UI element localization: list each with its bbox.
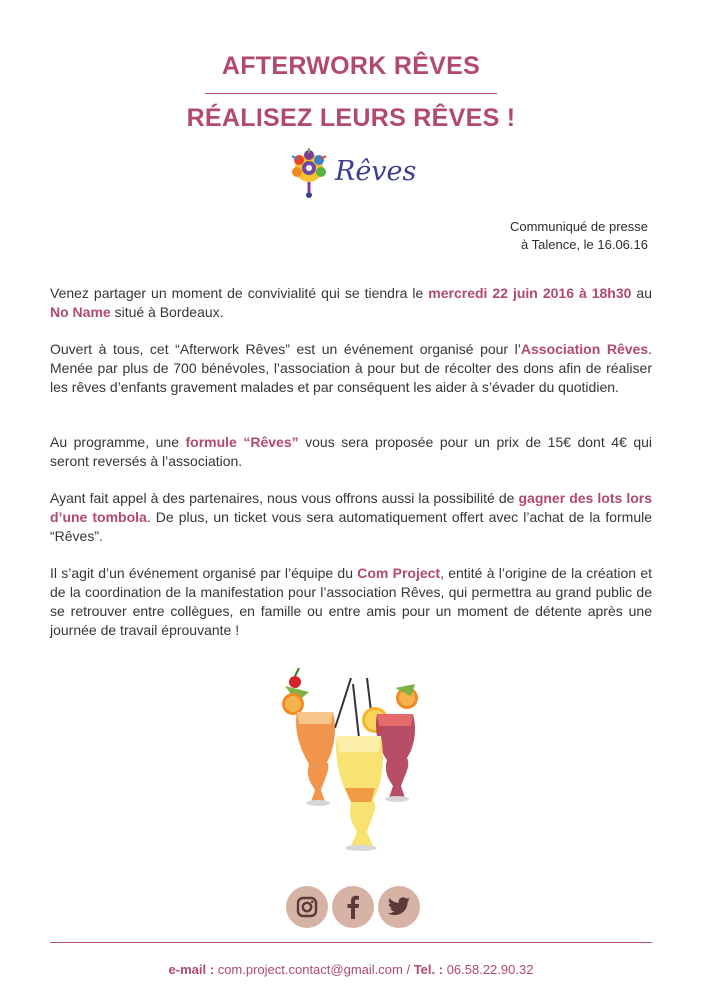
phone-number[interactable]: 06.58.22.90.32 <box>446 962 534 977</box>
cocktails-illustration <box>275 668 435 853</box>
text: au <box>631 285 652 301</box>
association-name: Association Rêves <box>520 341 649 357</box>
press-date: à Talence, le 16.06.16 <box>521 237 648 252</box>
text: Venez partager un moment de convivialité qui se tiendra le <box>50 285 429 301</box>
paragraph-association <box>50 340 652 397</box>
instagram-button[interactable] <box>286 886 328 928</box>
tel-label: Tel. : <box>413 962 444 977</box>
logo-text: Rêves <box>335 156 417 187</box>
text: Ayant fait appel à des partenaires, nous vous offrons aussi la possibilité de <box>50 490 519 506</box>
press-release-info <box>510 218 648 254</box>
paragraph-organizer <box>50 564 652 640</box>
text: vous sera proposée pour un prix de 15€ dont 4€ qui seront reversés à l’association. <box>50 434 653 469</box>
footer-separator: / <box>402 962 414 977</box>
paragraph-programme <box>50 433 652 471</box>
text: Il s’agit d’un événement organisé par l’équipe du <box>50 565 358 581</box>
title-divider <box>205 93 497 94</box>
reves-logo <box>287 148 417 200</box>
page-subtitle: RÉALISEZ LEURS RÊVES ! <box>186 104 516 132</box>
tombola-highlight: gagner des lots lors d’une tombola <box>50 490 652 525</box>
paragraph-tombola <box>50 489 652 546</box>
twitter-icon <box>387 897 411 917</box>
instagram-icon <box>296 896 318 918</box>
text: Au programme, une <box>50 434 186 450</box>
text: . De plus, un ticket vous sera automatiquement offert avec l’achat de la formule “Rêves”. <box>50 509 653 544</box>
formula-name: formule “Rêves” <box>185 434 299 450</box>
event-date: mercredi 22 juin 2016 à 18h30 <box>428 285 632 301</box>
facebook-icon <box>342 895 364 919</box>
organizer-name: Com Project <box>357 565 441 581</box>
paragraph-intro <box>50 284 652 322</box>
venue-name: No Name <box>50 304 111 320</box>
facebook-button[interactable] <box>332 886 374 928</box>
email-link[interactable]: com.project.contact@gmail.com <box>217 962 403 977</box>
reves-flower-icon <box>287 148 333 200</box>
text: situé à Bordeaux. <box>110 304 224 320</box>
text: , entité à l’origine de la création et de la coordination de la manifestation pour l’association Rêves, qui permettra au grand public de se retrouver entre collègues, en famille ou entre amis pour un moment de détente après une journée de travail éprouvante ! <box>50 565 652 638</box>
footer-divider <box>50 942 652 943</box>
text: Ouvert à tous, cet “Afterwork Rêves” est un événement organisé pour l’ <box>50 341 521 357</box>
twitter-button[interactable] <box>378 886 420 928</box>
page-title: AFTERWORK RÊVES <box>221 52 481 80</box>
press-label: Communiqué de presse <box>509 219 648 234</box>
text: . Menée par plus de 700 bénévoles, l’association à pour but de récolter des dons afin de réaliser les rêves d’enfants gravement malades et par conséquent les aider à s’évader du quotidien. <box>50 341 652 395</box>
footer-contact <box>0 962 702 977</box>
email-label: e-mail : <box>168 962 215 977</box>
